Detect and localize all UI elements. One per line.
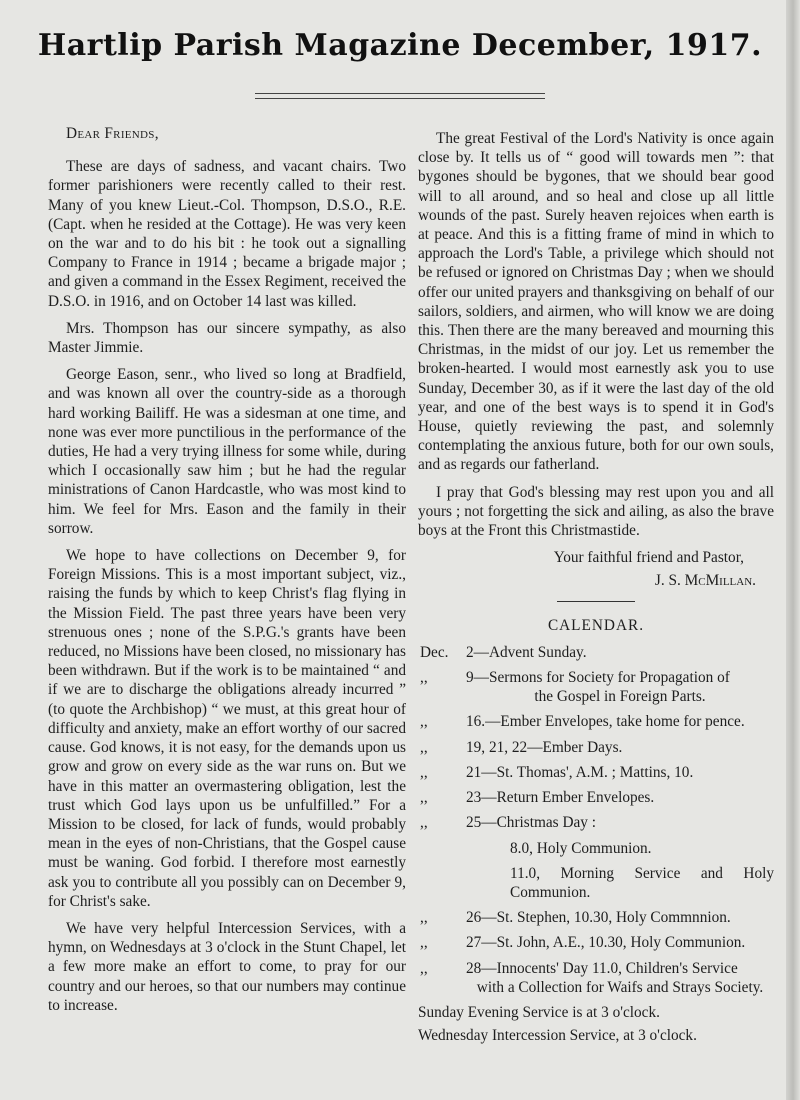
paragraph: We have very helpful Intercession Services, with a hymn, on Wednesdays at 3 o'clock in the Stunt Chapel, let a few more make an effort to come, to pray for our country and our heroes, so that our numbers may continue to increase. [48, 919, 406, 1014]
calendar-entry [418, 738, 774, 757]
calendar-mark: Dec. [420, 643, 449, 661]
calendar-mark: ,, [420, 738, 428, 756]
calendar-mark: ,, [420, 934, 428, 952]
calendar-entry [418, 933, 774, 952]
service-note: Sunday Evening Service is at 3 o'clock. [418, 1003, 660, 1021]
calendar-text: 2—Advent Sunday. [466, 643, 587, 661]
calendar-text: 16.—Ember Envelopes, take home for pence. [466, 713, 745, 731]
calendar-entry [418, 813, 774, 832]
calendar-entry [418, 788, 774, 807]
paragraph: These are days of sadness, and vacant chairs. Two former parishioners were recently called to their rest. Many of you knew Lieut.-Col. Thompson, D.S.O., R.E. (Capt. when he resided at the Cottage). He was very keen on the war and to do his bit : he took out a signalling Company to France in 1914 ; became a brigade major ; and given a command in the Essex Regiment, received the D.S.O. in 1916, and on October 14 last was killed. [48, 158, 406, 310]
masthead-title: Hartlip Parish Magazine December, 1917. [37, 28, 763, 63]
calendar-mark: ,, [420, 909, 428, 927]
calendar-text: 27—St. John, A.E., 10.30, Holy Communion. [466, 934, 746, 952]
calendar-text: 21—St. Thomas', A.M. ; Mattins, 10. [466, 763, 694, 781]
paragraph: Mrs. Thompson has our sincere sympathy, as also Master Jimmie. [48, 319, 406, 357]
calendar-entry [418, 959, 774, 997]
calendar-mark: ,, [420, 669, 428, 687]
paragraph: George Eason, senr., who lived so long at Bradfield, and was known all over the country-side as a thorough hard working Bailiff. He was a sidesman at one time, and none was ever more punctilious in the performance of the duties, He had a very trying illness for some while, during which I occasionally saw him ; but he had the regular ministrations of Canon Hardcastle, who was most kind to him. We feel for Mrs. Eason and the family in their sorrow. [48, 366, 406, 537]
calendar-entry [418, 643, 774, 662]
calendar-text: 26—St. Stephen, 10.30, Holy Commnnion. [466, 909, 731, 927]
calendar-title: CALENDAR. [547, 616, 645, 634]
calendar-text: 25—Christmas Day : [466, 814, 597, 832]
calendar-mark: ,, [420, 959, 428, 977]
calendar-text: 19, 21, 22—Ember Days. [466, 738, 623, 756]
calendar-entry [418, 668, 774, 706]
service-note: Wednesday Intercession Service, at 3 o'clock. [418, 1027, 697, 1045]
calendar-mark: ,, [420, 713, 428, 731]
calendar-entry [418, 712, 774, 731]
left-column [48, 124, 406, 1023]
calendar-mark: ,, [420, 789, 428, 807]
calendar-text-cont: with a Collection for Waifs and Strays Society. [476, 978, 764, 996]
christmas-service: 11.0, Morning Service and Holy Communion. [510, 864, 774, 901]
paragraph: The great Festival of the Lord's Nativity is once again close by. It tells us of “ good will towards men ”: that bygones should be bygones, that we should bear good will to all around, and so heal and close up all little wounds of the past. Surely heaven rejoices when earth is at peace. And this is a fitting frame of mind in which to approach the Lord's Table, a privilege which should not be refused or ignored on Christmas Day ; when we should offer our united prayers and thanksgiving on behalf of our sailors, soldiers, and airmen, who will know we are doing this. Then there are the many bereaved and mourning this Christmas, in the midst of our joy. Let us remember the broken-hearted. I would most earnestly ask you to use Sunday, December 30, as if it were the last day of the old year, and one of the best ways is to spend it in God's House, quietly reviewing the past, and solemnly contemplating the anxious future, both for our own souls, and as regards our fatherland. [418, 130, 775, 474]
calendar-mark: ,, [420, 763, 428, 781]
paragraph: I pray that God's blessing may rest upon you and all yours ; not forgetting the sick and ailing, as also the brave boys at the Front this Christmastide. [418, 483, 774, 540]
title-rule [255, 93, 545, 99]
christmas-service: 8.0, Holy Communion. [510, 839, 652, 857]
calendar-entry [418, 763, 774, 782]
scan-edge [786, 0, 800, 1100]
right-column [418, 129, 774, 1049]
calendar-text: 9—Sermons for Society for Propagation of [466, 669, 730, 687]
calendar-text-cont: the Gospel in Foreign Parts. [534, 688, 706, 706]
calendar-entry [418, 908, 774, 927]
signature: J. S. McMillan. [654, 572, 756, 590]
calendar-rule [557, 601, 635, 602]
calendar-mark: ,, [420, 814, 428, 832]
salutation: Dear Friends, [66, 125, 159, 142]
paragraph: We hope to have collections on December 9, for Foreign Missions. This is a most important subject, viz., raising the funds by which to keep Christ's flag flying in the Mission Field. The past three years have been very strenuous ones ; none of the S.P.G.'s grants have been reduced, no Missions have been closed, no missionary has been withdrawn. But if the work is to be maintained “ and if we are to discharge the obligations already incurred ” (to quote the Archbishop) “ we must, at this great hour of difficulty and anxiety, make an effort worthy of our sacred cause. God knows, it is not easy, for the demands upon us grow and grow on every side as the war runs on. But we have in this matter an overmastering obligation, lest the trust which God lays upon us be unfulfilled.” For a Mission to be closed, for lack of funds, would probably mean in the eyes of non-Christians, that the Gospel cause must be waning. God forbid. I therefore most earnestly ask you to contribute all you possibly can on December 9, for Christ's sake. [48, 547, 406, 910]
closing: Your faithful friend and Pastor, [553, 549, 744, 567]
calendar-text: 23—Return Ember Envelopes. [466, 789, 655, 807]
calendar-text: 28—Innocents' Day 11.0, Children's Service [466, 959, 738, 977]
